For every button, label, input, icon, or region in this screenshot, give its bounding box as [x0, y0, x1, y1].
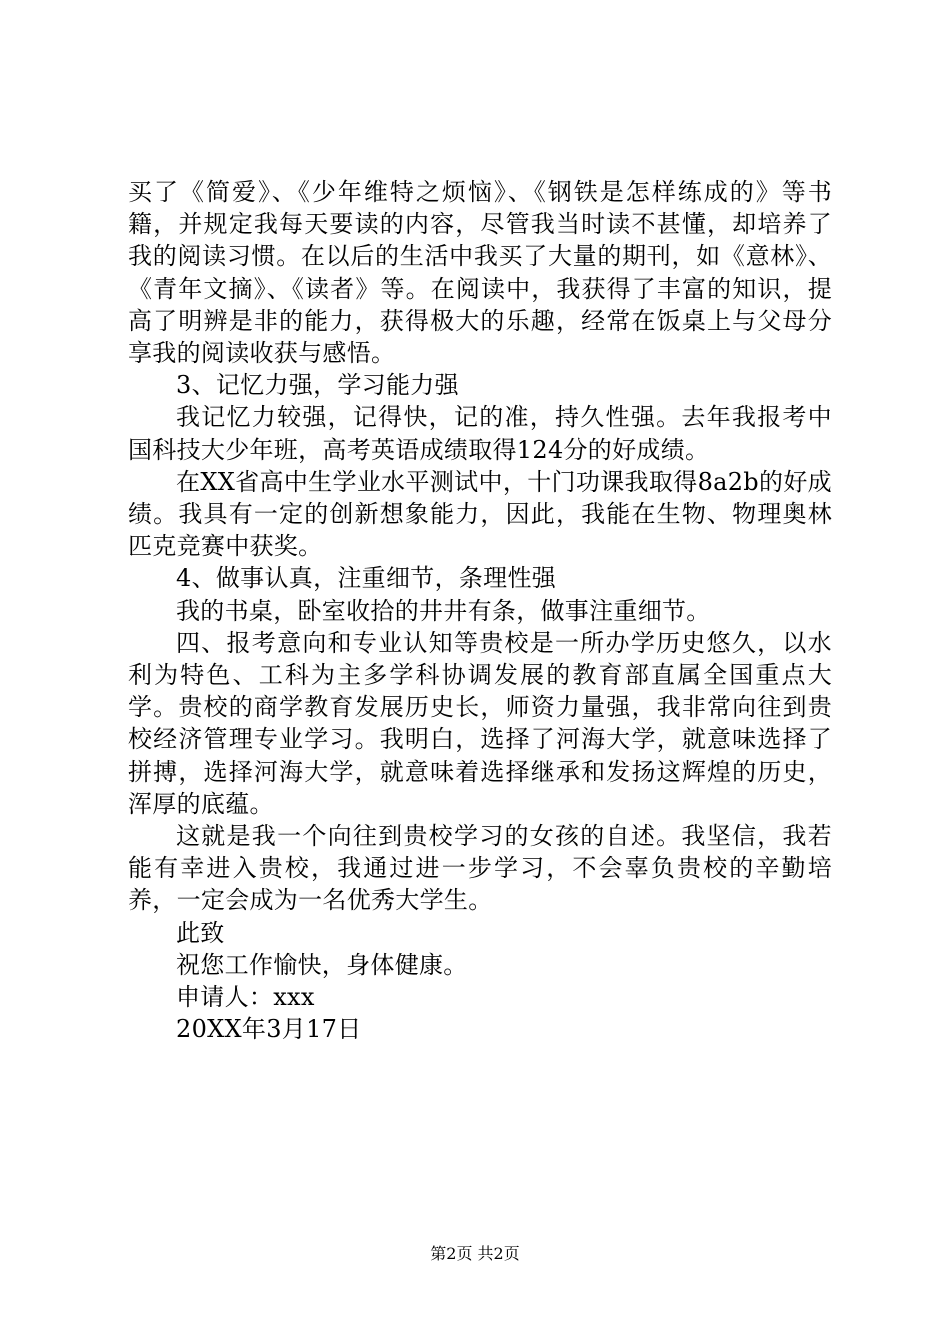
heading-diligence: 4、做事认真，注重细节，条理性强 — [176, 564, 557, 593]
salutation-cizhi: 此致 — [176, 918, 225, 947]
paragraph-memory: 我记忆力较强，记得快，记的准，持久性强。去年我报考中国科技大少年班，高考英语成绩取得124分的好成绩。 — [128, 403, 832, 464]
page-number-footer: 第2页 共2页 — [430, 1244, 520, 1263]
paragraph-closing-statement: 这就是我一个向往到贵校学习的女孩的自述。我坚信，我若能有幸进入贵校，我通过进一步学习，不会辜负贵校的辛勤培养，一定会成为一名优秀大学生。 — [128, 822, 832, 915]
closing-wishes: 祝您工作愉快，身体健康。 — [176, 950, 468, 979]
applicant-signature: 申请人：xxx — [176, 983, 315, 1012]
heading-memory-ability: 3、记忆力强，学习能力强 — [176, 371, 459, 400]
document-body — [128, 176, 832, 1045]
paragraph-desk: 我的书桌，卧室收拾的井井有条，做事注重细节。 — [176, 596, 711, 625]
document-date: 20XX年3月17日 — [176, 1015, 362, 1044]
paragraph-academic-test: 在XX省高中生学业水平测试中，十门功课我取得8a2b的好成绩。我具有一定的创新想象能力，因此，我能在生物、物理奥林匹克竞赛中获奖。 — [128, 467, 832, 561]
paragraph-application-intent: 四、报考意向和专业认知等贵校是一所办学历史悠久，以水利为特色、工科为主多学科协调发展的教育部直属全国重点大学。贵校的商学教育发展历史长，师资力量强，我非常向往到贵校经济管理专业学习。我明白，选择了河海大学，就意味选择了拼搏，选择河海大学，就意味着选择继承和发扬这辉煌的历史，浑厚的底蕴。 — [128, 628, 832, 818]
paragraph-reading-habits: 买了《简爱》、《少年维特之烦恼》、《钢铁是怎样练成的》等书籍，并规定我每天要读的内容，尽管我当时读不甚懂，却培养了我的阅读习惯。在以后的生活中我买了大量的期刊，如《意林》、《青年文摘》、《读者》等。在阅读中，我获得了丰富的知识，提高了明辨是非的能力，获得极大的乐趣，经常在饭桌上与父母分享我的阅读收获与感悟。 — [128, 178, 832, 368]
